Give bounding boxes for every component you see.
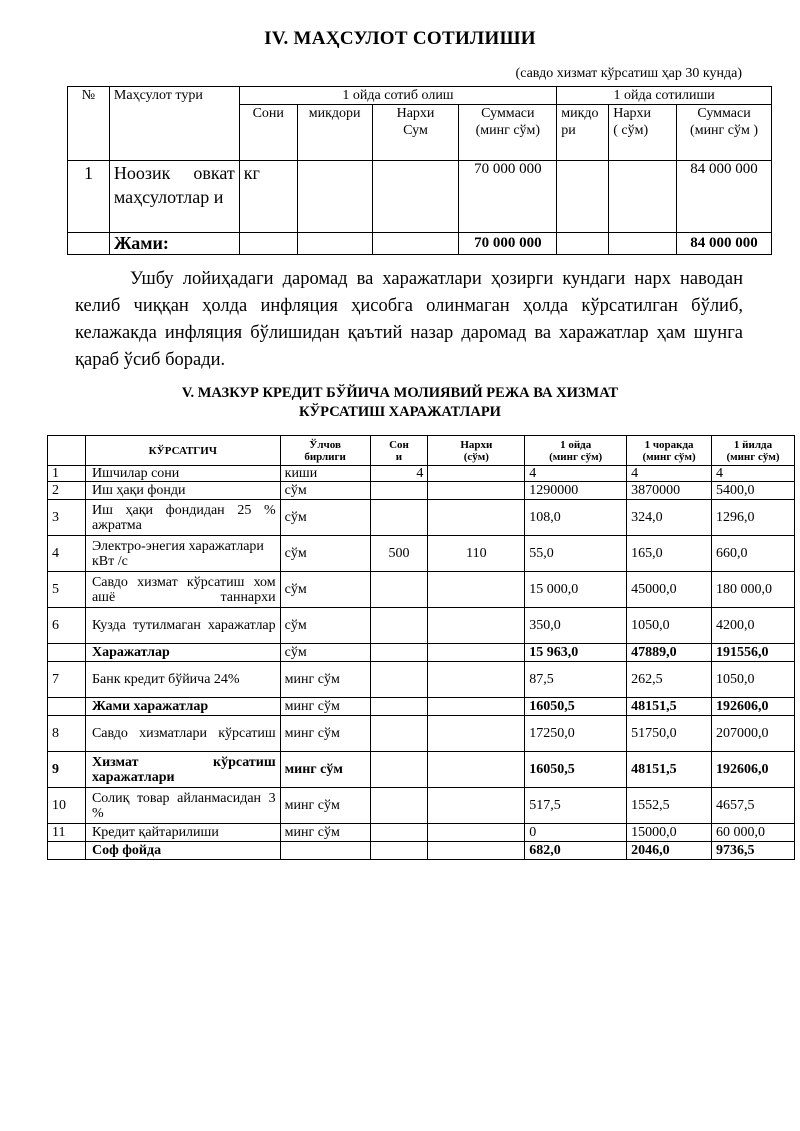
header-count: Сони [239,105,297,161]
header-price: Нархи (сўм) [428,436,525,466]
row-quarter: 47889,0 [627,644,712,662]
row-year: 1296,0 [712,500,795,536]
row-indicator: Савдо хизмат кўрсатиш хом ашё таннархи [85,572,280,608]
header-sum: Суммаси (минг сўм) [459,105,557,161]
row-indicator: Ишчилар сони [85,466,280,482]
table-row [48,716,795,752]
row-year: 4200,0 [712,608,795,644]
row-indicator: Кузда тутилмаган харажатлар [85,608,280,644]
row-count [370,824,428,842]
row-number [48,698,86,716]
table-row [48,608,795,644]
table-row [48,842,795,860]
row-unit: минг сўм [280,752,370,788]
section-4-note: (савдо хизмат кўрсатиш ҳар 30 кунда) [515,66,742,81]
row-quarter: 48151,5 [627,698,712,716]
row-price [428,716,525,752]
row-quarter: 45000,0 [627,572,712,608]
row-count [370,788,428,824]
header-quarter: 1 чоракда (минг сўм) [627,436,712,466]
row-indicator: Солиқ товар айланмасидан 3 % [85,788,280,824]
row-month: 108,0 [525,500,627,536]
row-number [48,842,86,860]
financial-plan-table [47,435,795,860]
row-price [428,500,525,536]
header-indicator: КЎРСАТГИЧ [85,436,280,466]
row-quarter: 48151,5 [627,752,712,788]
header-month: 1 ойда (минг сўм) [525,436,627,466]
row-indicator: Соф фойда [85,842,280,860]
header-no: № [68,87,110,161]
row-sales-sum: 84 000 000 [677,161,772,233]
row-year: 4657,5 [712,788,795,824]
total-sales-sum: 84 000 000 [677,233,772,255]
row-price [428,662,525,698]
row-number: 4 [48,536,86,572]
row-number: 1 [68,161,110,233]
row-quarter: 2046,0 [627,842,712,860]
row-count [370,608,428,644]
row-number [48,644,86,662]
row-quarter: 15000,0 [627,824,712,842]
table-row [48,824,795,842]
table-row [48,752,795,788]
row-month: 1290000 [525,482,627,500]
row-month: 17250,0 [525,716,627,752]
row-month: 16050,5 [525,698,627,716]
row-year: 207000,0 [712,716,795,752]
header-sales-sum: Суммаси (минг сўм ) [677,105,772,161]
row-count [370,842,428,860]
row-quarter: 165,0 [627,536,712,572]
row-indicator: Иш ҳақи фонди [85,482,280,500]
row-month: 16050,5 [525,752,627,788]
row-price [428,698,525,716]
row-count [370,698,428,716]
row-year: 192606,0 [712,698,795,716]
row-price [428,824,525,842]
row-purchase-sum: 70 000 000 [459,161,557,233]
row-quarter: 1050,0 [627,608,712,644]
row-indicator: Банк кредит бўйича 24% [85,662,280,698]
row-price: 110 [428,536,525,572]
row-month: 15 963,0 [525,644,627,662]
row-unit: кг [239,161,297,233]
row-number: 2 [48,482,86,500]
header-price: Нархи Сум [372,105,459,161]
row-count [370,644,428,662]
row-unit: сўм [280,608,370,644]
header-unit: Ўлчов бирлиги [280,436,370,466]
row-price [428,788,525,824]
table-row [48,572,795,608]
row-number: 8 [48,716,86,752]
header-monthly-sales: 1 ойда сотилиши [557,87,772,105]
header-year: 1 йилда (минг сўм) [712,436,795,466]
section-5-title-line2: КЎРСАТИШ ХАРАЖАТЛАРИ [299,404,501,420]
row-year: 1050,0 [712,662,795,698]
table-row [48,698,795,716]
row-number: 10 [48,788,86,824]
row-unit: минг сўм [280,662,370,698]
row-indicator: Кредит қайтарилиши [85,824,280,842]
section-5-title [0,384,800,422]
row-number: 7 [48,662,86,698]
row-quarter: 3870000 [627,482,712,500]
row-unit: сўм [280,500,370,536]
table-row [68,161,772,233]
row-year: 660,0 [712,536,795,572]
total-purchase-sum: 70 000 000 [459,233,557,255]
row-indicator: Жами харажатлар [85,698,280,716]
row-price [428,644,525,662]
section-4-title: IV. МАҲСУЛОТ СОТИЛИШИ [264,28,536,49]
row-month: 87,5 [525,662,627,698]
header-count: Сон и [370,436,428,466]
row-price [428,752,525,788]
header-quantity: микдори [297,105,372,161]
row-count: 4 [370,466,428,482]
row-month: 517,5 [525,788,627,824]
row-number: 11 [48,824,86,842]
row-price [428,842,525,860]
table-row [48,536,795,572]
row-count [370,572,428,608]
row-product-name: Ноозик овкат маҳсулотлар и [109,161,239,233]
row-quarter: 324,0 [627,500,712,536]
row-unit: минг сўм [280,698,370,716]
table-row [48,466,795,482]
row-price [428,482,525,500]
row-price [428,608,525,644]
row-indicator: Хизмат кўрсатиш харажатлари [85,752,280,788]
row-quarter: 262,5 [627,662,712,698]
table-row [48,500,795,536]
row-unit: сўм [280,572,370,608]
header-product-type: Маҳсулот тури [109,87,239,161]
row-unit: киши [280,466,370,482]
row-month: 15 000,0 [525,572,627,608]
row-number: 6 [48,608,86,644]
row-count: 500 [370,536,428,572]
row-unit: минг сўм [280,824,370,842]
row-month: 4 [525,466,627,482]
row-quarter: 51750,0 [627,716,712,752]
row-year: 5400,0 [712,482,795,500]
total-row [68,233,772,255]
row-number: 1 [48,466,86,482]
row-count [370,662,428,698]
row-unit: сўм [280,536,370,572]
table-row [48,482,795,500]
table-row [48,788,795,824]
row-year: 60 000,0 [712,824,795,842]
row-month: 55,0 [525,536,627,572]
row-quarter: 4 [627,466,712,482]
row-count [370,752,428,788]
row-count [370,500,428,536]
row-unit: сўм [280,644,370,662]
row-year: 9736,5 [712,842,795,860]
row-unit: минг сўм [280,788,370,824]
section-5-title-line1: V. МАЗКУР КРЕДИТ БЎЙИЧА МОЛИЯВИЙ РЕЖА ВА ХИЗМАТ [181,385,619,401]
row-year: 4 [712,466,795,482]
row-unit: сўм [280,482,370,500]
row-number: 3 [48,500,86,536]
row-count [370,716,428,752]
table-row [48,644,795,662]
total-label: Жами: [109,233,239,255]
row-price [428,466,525,482]
row-month: 350,0 [525,608,627,644]
row-month: 0 [525,824,627,842]
row-indicator: Савдо хизматлари кўрсатиш [85,716,280,752]
row-number: 5 [48,572,86,608]
header-sales-price: Нархи ( сўм) [609,105,677,161]
inflation-paragraph: Ушбу лойиҳадаги даромад ва харажатлари ҳозирги кундаги нарх наводан келиб чиққан ҳолда инфляция ҳисобга олинмаган ҳолда кўрсатилган бўлиб, келажакда инфляция бўлишидан қаътий назар даромад ва харажатлар ҳам шунга қараб ўсиб боради. [75,269,743,370]
row-month: 682,0 [525,842,627,860]
product-sales-table [67,86,772,255]
row-year: 191556,0 [712,644,795,662]
row-count [370,482,428,500]
table-row [48,662,795,698]
row-indicator: Электро-энегия харажатлари кВт /с [85,536,280,572]
row-unit [280,842,370,860]
row-unit: минг сўм [280,716,370,752]
row-quarter: 1552,5 [627,788,712,824]
row-price [428,572,525,608]
row-year: 180 000,0 [712,572,795,608]
row-indicator: Иш ҳақи фондидан 25 % ажратма [85,500,280,536]
row-year: 192606,0 [712,752,795,788]
row-indicator: Харажатлар [85,644,280,662]
header-sales-quantity: микдо ри [557,105,609,161]
row-number: 9 [48,752,86,788]
header-monthly-purchase: 1 ойда сотиб олиш [239,87,556,105]
